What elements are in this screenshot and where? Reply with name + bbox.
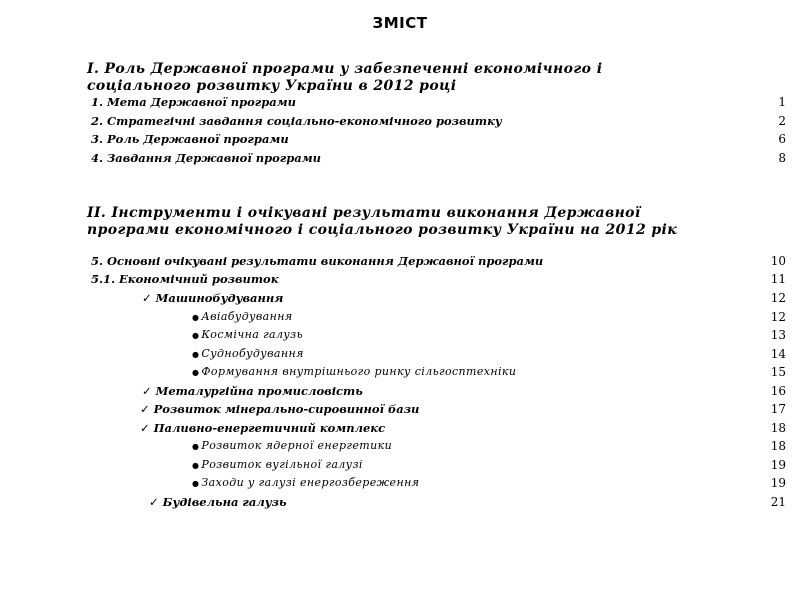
toc-entry[interactable] xyxy=(0,419,800,437)
toc-entry[interactable] xyxy=(0,130,800,148)
toc-entry[interactable] xyxy=(0,308,800,326)
entry-page: 18 xyxy=(770,421,786,435)
toc-entry[interactable] xyxy=(0,326,800,344)
bullet-icon: ● xyxy=(192,331,200,340)
toc-entry[interactable] xyxy=(0,149,800,167)
bullet-icon: ● xyxy=(192,461,200,470)
check-icon: ✓ xyxy=(140,421,150,435)
toc-entry[interactable] xyxy=(0,289,800,307)
toc-entry[interactable] xyxy=(0,112,800,130)
entry-page: 11 xyxy=(770,272,786,286)
entry-page: 6 xyxy=(778,132,786,146)
entry-label: 5. Основні очікувані результати виконання Державної програми xyxy=(91,254,544,268)
toc-entry[interactable] xyxy=(0,437,800,455)
entry-label: Будівельна галузь xyxy=(162,495,287,509)
bullet-icon: ● xyxy=(192,350,200,359)
entry-page: 21 xyxy=(770,495,786,509)
entry-label: 2. Стратегічні завдання соціально-економічного розвитку xyxy=(91,114,502,128)
check-icon: ✓ xyxy=(140,402,150,416)
check-icon: ✓ xyxy=(142,384,152,398)
section-heading-2: ІІ. Інструменти і очікувані результати виконання Державної програми економічного і соціального розвитку України на 2012 рік xyxy=(87,205,678,238)
entry-page: 15 xyxy=(770,365,786,379)
entry-label: Паливно-енергетичний комплекс xyxy=(153,421,386,435)
entry-label: Авіабудування xyxy=(201,310,293,323)
toc-entry[interactable] xyxy=(0,363,800,381)
entry-page: 16 xyxy=(770,384,786,398)
entry-label: Космічна галузь xyxy=(201,328,303,341)
toc-entry[interactable] xyxy=(0,93,800,111)
entry-label: 3. Роль Державної програми xyxy=(91,132,289,146)
page-title: ЗМІСТ xyxy=(372,14,428,32)
toc-entry[interactable] xyxy=(0,456,800,474)
entry-label: Розвиток ядерної енергетики xyxy=(201,439,393,452)
entry-page: 10 xyxy=(770,254,786,268)
entry-label: 5.1. Економічний розвиток xyxy=(91,272,279,286)
entry-page: 19 xyxy=(770,476,786,490)
check-icon: ✓ xyxy=(149,495,159,509)
entry-label: Машинобудування xyxy=(155,291,284,305)
check-icon: ✓ xyxy=(142,291,152,305)
entry-page: 17 xyxy=(770,402,786,416)
entry-label: Розвиток вугільної галузі xyxy=(201,458,363,471)
entry-label: 1. Мета Державної програми xyxy=(91,95,297,109)
entry-page: 12 xyxy=(770,291,786,305)
entry-label: Формування внутрішнього ринку сільгосптехніки xyxy=(201,365,517,378)
toc-entry[interactable] xyxy=(0,493,800,511)
entry-label: Заходи у галузі енергозбереження xyxy=(201,476,420,489)
toc-entry[interactable] xyxy=(0,252,800,270)
bullet-icon: ● xyxy=(192,313,200,322)
entry-page: 14 xyxy=(770,347,786,361)
toc-entry[interactable] xyxy=(0,382,800,400)
entry-page: 12 xyxy=(770,310,786,324)
entry-page: 13 xyxy=(770,328,786,342)
entry-page: 19 xyxy=(770,458,786,472)
toc-entry[interactable] xyxy=(0,345,800,363)
entry-page: 18 xyxy=(770,439,786,453)
bullet-icon: ● xyxy=(192,442,200,451)
section-heading-1: І. Роль Державної програми у забезпеченні економічного і соціального розвитку України в 2012 році xyxy=(87,61,603,94)
bullet-icon: ● xyxy=(192,368,200,377)
entry-label: 4. Завдання Державної програми xyxy=(91,151,322,165)
entry-page: 8 xyxy=(778,151,786,165)
entry-label: Суднобудування xyxy=(201,347,304,360)
toc-entry[interactable] xyxy=(0,400,800,418)
entry-label: Металургійна промисловість xyxy=(155,384,363,398)
toc-entry[interactable] xyxy=(0,474,800,492)
bullet-icon: ● xyxy=(192,479,200,488)
entry-page: 2 xyxy=(778,114,786,128)
entry-page: 1 xyxy=(778,95,786,109)
toc-entry[interactable] xyxy=(0,270,800,288)
entry-label: Розвиток мінерально-сировинної бази xyxy=(153,402,420,416)
